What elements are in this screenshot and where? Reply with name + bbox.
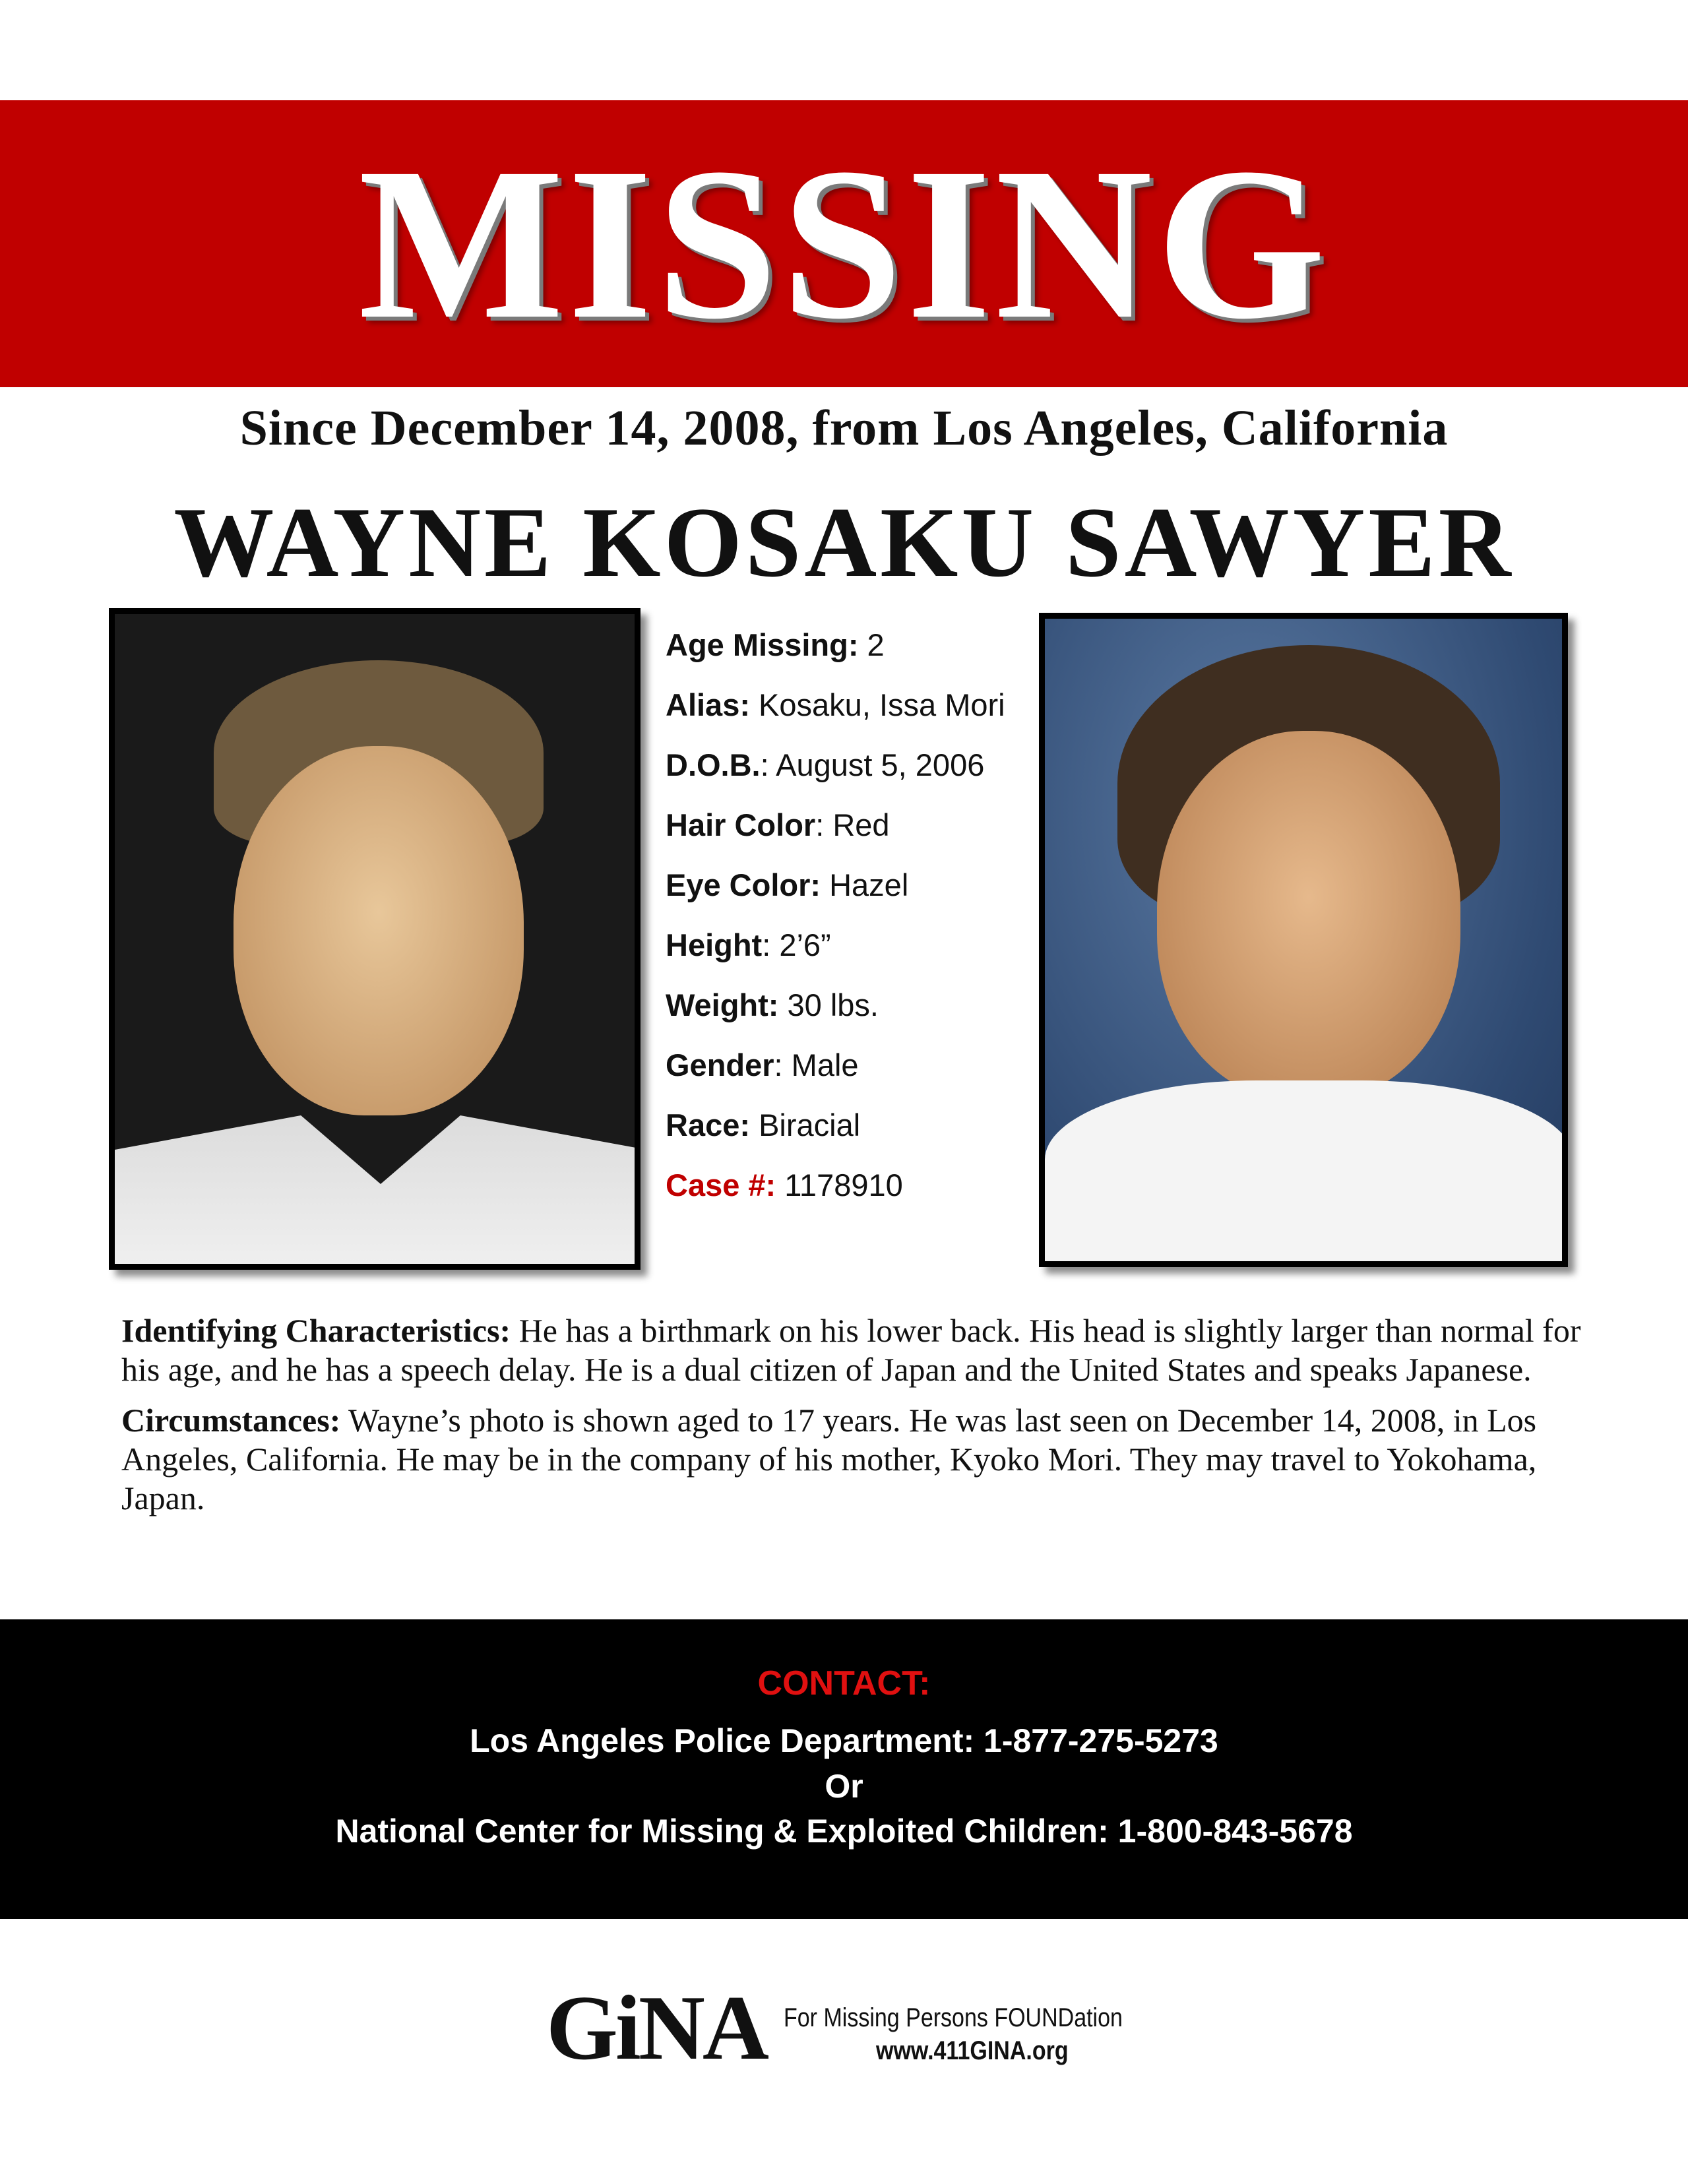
detail-row bbox=[666, 987, 1035, 1024]
contact-band bbox=[0, 1619, 1688, 1919]
detail-value: Hazel bbox=[821, 867, 909, 902]
detail-label: D.O.B. bbox=[666, 747, 761, 782]
contact-lapd: Los Angeles Police Department: 1-877-275-5273 bbox=[470, 1722, 1218, 1759]
since-line: Since December 14, 2008, from Los Angeles, California bbox=[239, 400, 1449, 456]
detail-value: 2 bbox=[858, 627, 885, 662]
age-progressed-photo bbox=[1039, 613, 1568, 1267]
gina-logo: GiNA For Missing Persons FOUNDation www.411GINA.org bbox=[546, 1977, 1123, 2079]
contact-ncmec: National Center for Missing & Exploited Children: 1-800-843-5678 bbox=[335, 1813, 1353, 1850]
detail-label: Eye Color: bbox=[666, 867, 821, 902]
contact-heading: CONTACT: bbox=[757, 1664, 931, 1702]
detail-label: Race: bbox=[666, 1108, 751, 1142]
detail-label: Hair Color bbox=[666, 807, 816, 842]
detail-label: Gender bbox=[666, 1047, 774, 1082]
missing-title: MISSING bbox=[358, 123, 1330, 364]
description bbox=[121, 1311, 1586, 1530]
detail-row bbox=[666, 747, 1035, 784]
detail-row bbox=[666, 1167, 1035, 1204]
detail-value: : August 5, 2006 bbox=[760, 747, 985, 782]
detail-label: Alias: bbox=[666, 687, 750, 722]
detail-value: : Male bbox=[774, 1047, 859, 1082]
detail-row bbox=[666, 807, 1035, 844]
detail-row bbox=[666, 867, 1035, 904]
detail-label: Age Missing: bbox=[666, 627, 859, 662]
child-photo bbox=[109, 608, 641, 1270]
detail-value: : 2’6” bbox=[762, 927, 831, 962]
detail-row bbox=[666, 1107, 1035, 1144]
detail-row bbox=[666, 1047, 1035, 1084]
details-list bbox=[666, 627, 1035, 1227]
person-name: WAYNE KOSAKU SAWYER bbox=[173, 487, 1515, 598]
detail-value: Biracial bbox=[750, 1108, 861, 1142]
detail-value: : Red bbox=[815, 807, 890, 842]
detail-value: 30 lbs. bbox=[778, 987, 879, 1022]
detail-value: Kosaku, Issa Mori bbox=[750, 687, 1005, 722]
contact-or: Or bbox=[825, 1768, 863, 1805]
detail-row bbox=[666, 927, 1035, 964]
circumstances: Circumstances: Wayne’s photo is shown aged to 17 years. He was last seen on December 14, 2008, in Los Angeles, California. He may be in the company of his mother, Kyoko Mori. They may travel to Yokohama, Japan. bbox=[121, 1402, 1537, 1516]
detail-label: Height bbox=[666, 927, 763, 962]
identifying-characteristics: Identifying Characteristics: He has a birthmark on his lower back. His head is slightly larger than normal for his age, and he has a speech delay. He is a dual citizen of Japan and the United States and speaks Japanese. bbox=[121, 1312, 1581, 1388]
detail-row bbox=[666, 627, 1035, 664]
detail-row bbox=[666, 687, 1035, 724]
detail-value: 1178910 bbox=[776, 1168, 903, 1202]
website-url: www.411GINA.org bbox=[876, 2036, 1069, 2065]
detail-label: Weight: bbox=[666, 987, 779, 1022]
detail-label: Case #: bbox=[666, 1168, 776, 1202]
